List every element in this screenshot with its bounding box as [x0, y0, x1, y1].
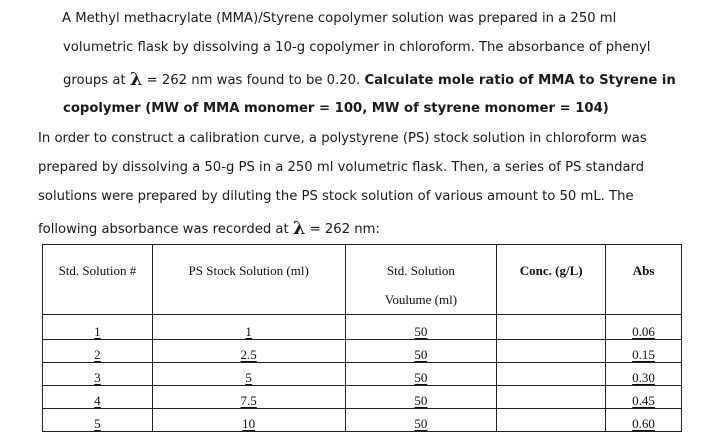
calibration-line-2: prepared by dissolving a 50-g PS in a 250 ml volumetric flask. Then, a series of PS standard: [38, 160, 645, 175]
cell-no: 1: [43, 315, 153, 340]
cell-no: 3: [43, 363, 153, 386]
cell-abs: 0.30: [606, 363, 682, 386]
cell-volume: 50: [345, 363, 497, 386]
table-row: [43, 386, 682, 409]
problem-line-1: A Methyl methacrylate (MMA)/Styrene copolymer solution was prepared in a 250 ml: [62, 11, 617, 26]
calibration-line-4-suffix: = 262 nm:: [309, 222, 380, 237]
table-row: [43, 409, 682, 432]
cell-abs: 0.15: [606, 340, 682, 363]
problem-line-4: copolymer (MW of MMA monomer = 100, MW of styrene monomer = 104): [63, 101, 609, 116]
lambda-symbol: λ: [292, 218, 306, 239]
table-row: [43, 340, 682, 363]
cell-stock: 2.5: [152, 340, 345, 363]
header-std-volume: [345, 245, 497, 315]
cell-volume: 50: [345, 386, 497, 409]
calibration-line-4: [38, 220, 380, 238]
cell-no: 5: [43, 409, 153, 432]
cell-abs: 0.60: [606, 409, 682, 432]
header-std-volume-line2: Voulume (ml): [384, 292, 458, 307]
cell-volume: 50: [345, 340, 497, 363]
header-std-volume-line1: Std. Solution: [386, 263, 455, 278]
calibration-line-4-prefix: following absorbance was recorded at: [38, 222, 289, 237]
cell-conc[interactable]: [497, 340, 606, 363]
cell-no: 4: [43, 386, 153, 409]
cell-conc[interactable]: [497, 363, 606, 386]
problem-line-2: volumetric flask by dissolving a 10-g copolymer in chloroform. The absorbance of phenyl: [63, 40, 651, 55]
table-row: [43, 363, 682, 386]
cell-conc[interactable]: [497, 386, 606, 409]
calibration-line-1: In order to construct a calibration curve, a polystyrene (PS) stock solution in chloroform was: [38, 131, 647, 146]
problem-line-3-middle: = 262 nm was found to be 0.20.: [146, 73, 361, 88]
cell-stock: 10: [152, 409, 345, 432]
cell-volume: 50: [345, 315, 497, 340]
problem-question: Calculate mole ratio of MMA to Styrene in: [364, 73, 676, 88]
problem-line-3-prefix: groups at: [63, 73, 126, 88]
lambda-symbol: λ: [129, 69, 143, 90]
cell-no: 2: [43, 340, 153, 363]
header-ps-stock: PS Stock Solution (ml): [152, 245, 345, 315]
cell-stock: 7.5: [152, 386, 345, 409]
cell-conc[interactable]: [497, 409, 606, 432]
table-header-row: [43, 245, 682, 315]
cell-stock: 5: [152, 363, 345, 386]
header-std-solution-no: Std. Solution #: [43, 245, 153, 315]
cell-volume: 50: [345, 409, 497, 432]
calibration-line-3: solutions were prepared by diluting the PS stock solution of various amount to 50 mL. The: [38, 189, 634, 204]
table-row: [43, 315, 682, 340]
cell-conc[interactable]: [497, 315, 606, 340]
header-abs: Abs: [606, 245, 682, 315]
cell-stock: 1: [152, 315, 345, 340]
header-conc: Conc. (g/L): [497, 245, 606, 315]
cell-abs: 0.45: [606, 386, 682, 409]
absorbance-table: [42, 244, 682, 432]
problem-line-3: [63, 71, 676, 89]
cell-abs: 0.06: [606, 315, 682, 340]
